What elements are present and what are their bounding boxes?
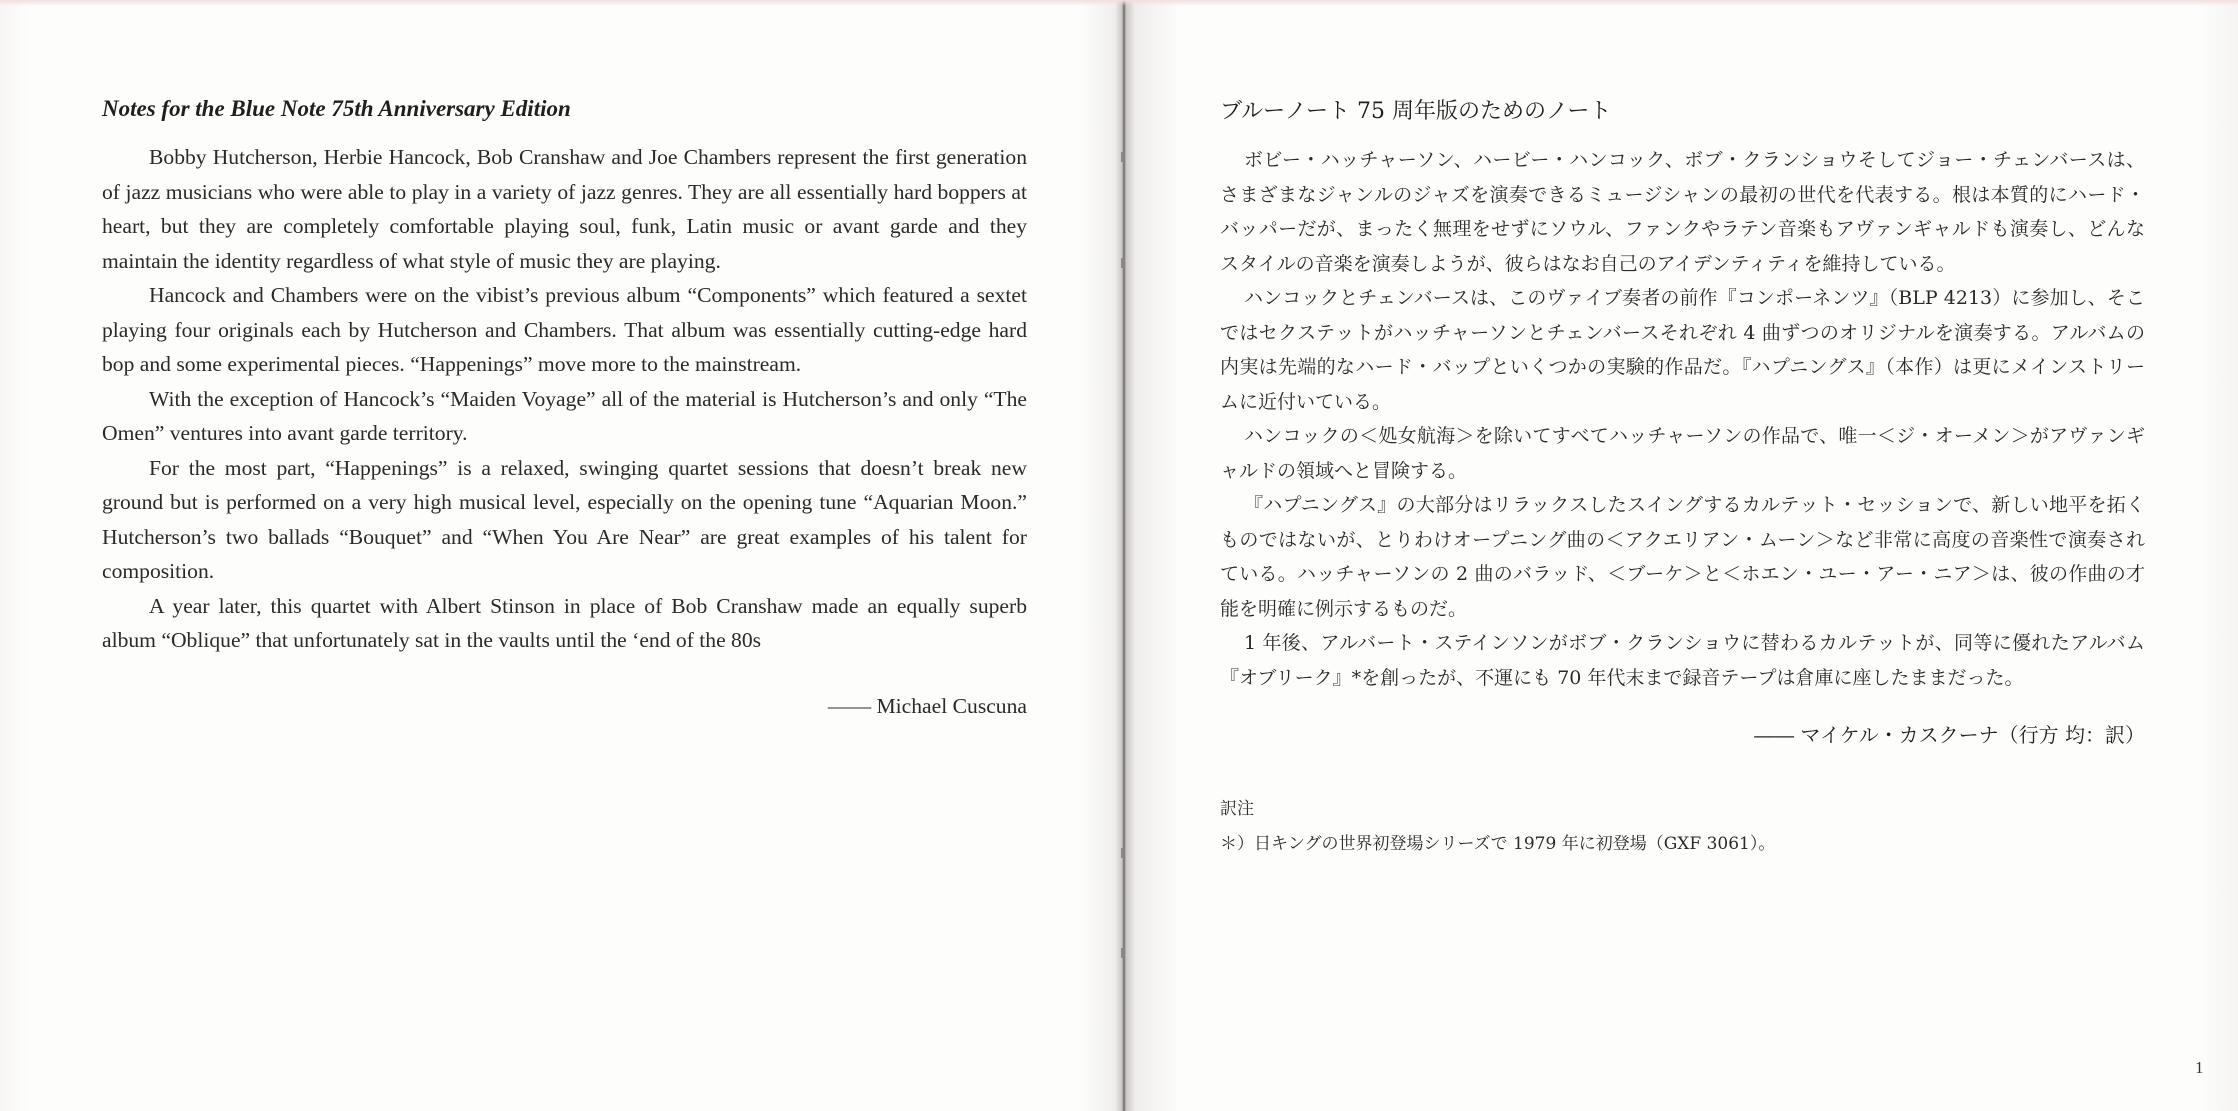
english-paragraph: Hancock and Chambers were on the vibist’s previous album “Components” which featured a sextet playing four originals each by Hutcherson and Chambers. That album was essentially cutting-edge hard bop and some experimental pieces. “Happenings” move more to the mainstream. [102, 283, 1027, 376]
binding-mark [1121, 152, 1124, 162]
english-paragraph: Bobby Hutcherson, Herbie Hancock, Bob Cranshaw and Joe Chambers represent the first generation of jazz musicians who were able to play in a variety of jazz genres. They are all essentially hard boppers at heart, but they are completely comfortable playing soul, funk, Latin music or avant garde and they maintain the identity regardless of what style of music they are playing. [102, 145, 1027, 273]
japanese-notes-page [1220, 94, 2145, 854]
translator-note: ＊）日キングの世界初登場シリーズで 1979 年に初登場（GXF 3061）。 [1220, 834, 1776, 854]
japanese-signature: ―― マイケル・カスクーナ（行方 均：訳） [1754, 723, 2145, 747]
english-paragraph: With the exception of Hancock’s “Maiden Voyage” all of the material is Hutcherson’s and only “The Omen” ventures into avant garde territory. [102, 386, 1027, 445]
japanese-paragraph: 『ハプニングス』の大部分はリラックスしたスイングするカルテット・セッションで、新しい地平を拓くものではないが、とりわけオープニング曲の＜アクエリアン・ムーン＞など非常に高度の音楽性で演奏されている。ハッチャーソンの 2 曲のバラッド、＜ブーケ＞と＜ホエン・ユー・アー・ニア＞は、彼の作曲の才能を明確に例示するものだ。 [1220, 494, 2145, 620]
japanese-notes-title: ブルーノート 75 周年版のためのノート [1220, 99, 1612, 124]
japanese-paragraph: ボビー・ハッチャーソン、ハービー・ハンコック、ボブ・クランショウそしてジョー・チェンバースは、さまざまなジャンルのジャズを演奏できるミュージシャンの最初の世代を代表する。根は本質的にハード・バッパーだが、まったく無理をせずにソウル、ファンクやラテン音楽もアヴァンギャルドも演奏し、どんなスタイルの音楽を演奏しようが、彼らはなお自己のアイデンティティを維持している。 [1220, 149, 2145, 275]
japanese-paragraph: 1 年後、アルバート・ステインソンがボブ・クランショウに替わるカルテットが、同等に優れたアルバム『オブリーク』*を創ったが、不運にも 70 年代末まで録音テープは倉庫に座したままだった。 [1220, 632, 2145, 689]
english-signature: —— Michael Cuscuna [827, 693, 1027, 718]
japanese-paragraph: ハンコックとチェンバースは、このヴァイブ奏者の前作『コンポーネンツ』（BLP 4213）に参加し、そこではセクステットがハッチャーソンとチェンバースそれぞれ 4 曲ずつのオリジナルを演奏する。アルバムの内実は先端的なハード・バップといくつかの実験的作品だ。『ハプニングス』（本作）は更にメインストリームに近付いている。 [1220, 287, 2145, 413]
binding-mark [1121, 948, 1124, 958]
page-number: 1 [2195, 1058, 2204, 1077]
english-notes-page [102, 96, 1027, 719]
japanese-paragraph: ハンコックの＜処女航海＞を除いてすべてハッチャーソンの作品で、唯一＜ジ・オーメン＞がアヴァンギャルドの領域へと冒険する。 [1220, 425, 2145, 482]
english-notes-title: Notes for the Blue Note 75th Anniversary Edition [102, 96, 571, 121]
english-paragraph: For the most part, “Happenings” is a relaxed, swinging quartet sessions that doesn’t break new ground but is performed on a very high musical level, especially on the opening tune “Aquarian Moon.” Hutcherson’s two ballads “Bouquet” and “When You Are Near” are great examples of his talent for composition. [102, 455, 1027, 583]
binding-mark [1121, 258, 1124, 268]
translator-notes-heading: 訳注 [1220, 799, 1254, 819]
page-top-edge [0, 0, 2238, 6]
binding-mark [1121, 848, 1124, 858]
english-paragraph: A year later, this quartet with Albert Stinson in place of Bob Cranshaw made an equally superb album “Oblique” that unfortunately sat in the vaults until the ‘end of the 80s [102, 593, 1027, 652]
